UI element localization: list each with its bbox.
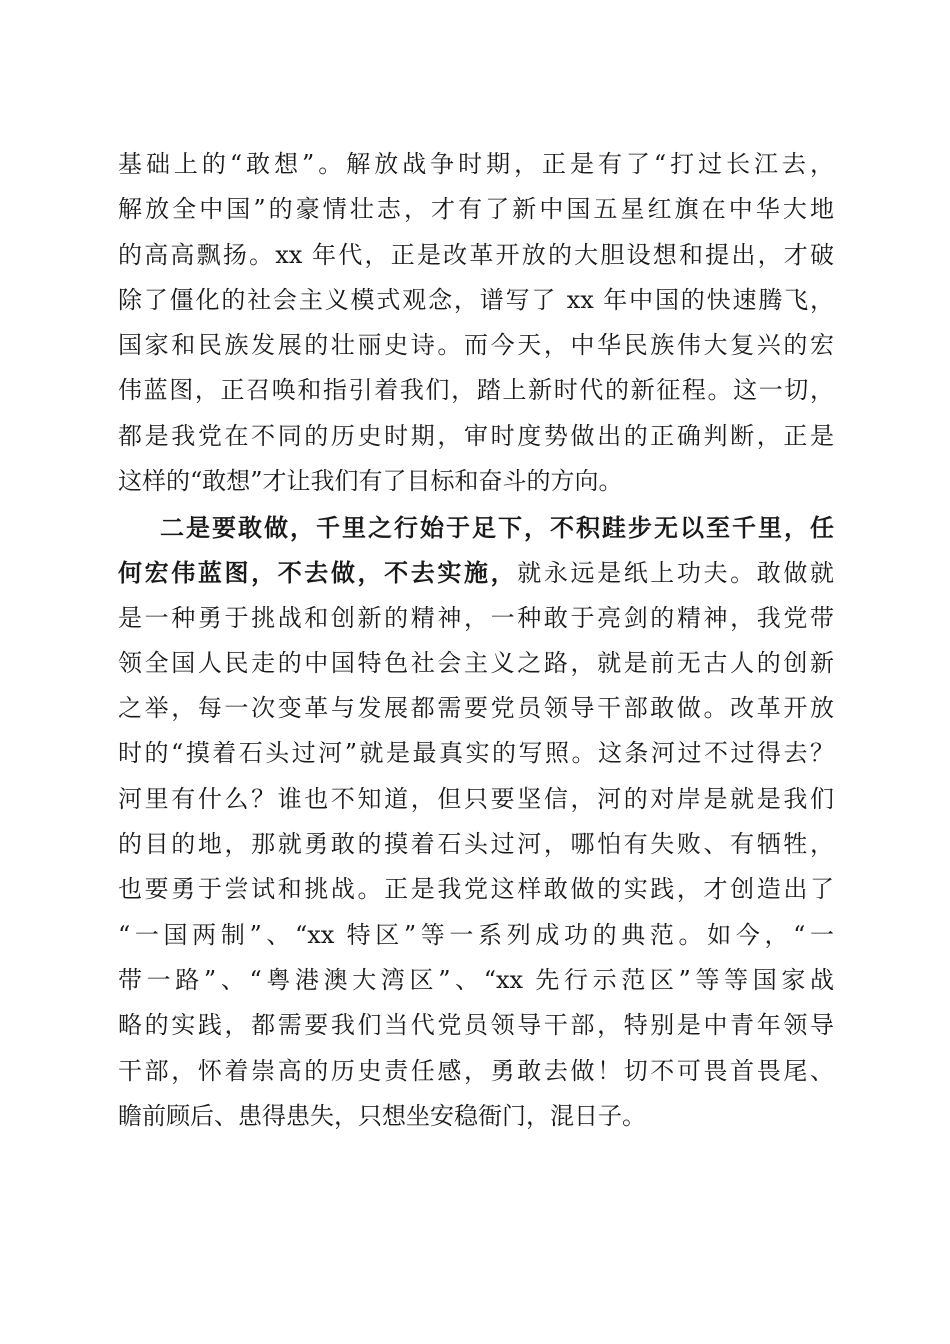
text-line: 是一种勇于挑战和创新的精神，一种敢于亮剑的精神，我党带	[118, 603, 834, 632]
text-line: 都是我党在不同的历史时期，审时度势做出的正确判断，正是	[118, 421, 834, 450]
text-line: 略的实践，都需要我们当代党员领导干部，特别是中青年领导	[118, 1011, 834, 1040]
text-line: 的高高飘扬。xx 年代，正是改革开放的大胆设想和提出，才破	[118, 240, 834, 269]
text-line: 之举，每一次变革与发展都需要党员领导干部敢做。改革开放	[118, 694, 834, 723]
text-line-rest: 就永远是纸上功夫。敢做就	[517, 559, 835, 588]
text-line: 的目的地，那就勇敢的摸着石头过河，哪怕有失败、有牺牲，	[118, 830, 834, 859]
text-line: 也要勇于尝试和挑战。正是我党这样敢做的实践，才创造出了	[118, 875, 834, 904]
text-line: 国家和民族发展的壮丽史诗。而今天，中华民族伟大复兴的宏	[118, 331, 834, 360]
text-line: 除了僵化的社会主义模式观念，谱写了 xx 年中国的快速腾飞，	[118, 285, 834, 314]
paragraph-dare-to-act	[118, 505, 834, 1139]
text-line: 瞻前顾后、患得患失，只想坐安稳衙门，混日子。	[118, 1101, 646, 1130]
text-line: 带一路”、“粤港澳大湾区”、“xx 先行示范区”等等国家战	[118, 965, 834, 994]
text-line: 这样的“敢想”才让我们有了目标和奋斗的方向。	[118, 467, 623, 496]
text-line: 基础上的“敢想”。解放战争时期，正是有了“打过长江去，	[118, 150, 834, 178]
text-line: 干部，怀着崇高的历史责任感，勇敢去做！切不可畏首畏尾、	[118, 1056, 834, 1085]
text-line: “一国两制”、“xx 特区”等一系列成功的典范。如今，“一	[118, 920, 834, 949]
text-line: 伟蓝图，正召唤和指引着我们，踏上新时代的新征程。这一切，	[118, 376, 834, 405]
text-line: 时的“摸着石头过河”就是最真实的写照。这条河过不过得去？	[118, 739, 834, 768]
text-line: 河里有什么？谁也不知道，但只要坚信，河的对岸是就是我们	[118, 784, 834, 813]
text-line	[118, 550, 834, 595]
paragraph-dare-to-think	[118, 142, 834, 504]
text-line: 解放全中国”的豪情壮志，才有了新中国五星红旗在中华大地	[118, 195, 834, 224]
text-line: 领全国人民走的中国特色社会主义之路，就是前无古人的创新	[118, 648, 834, 677]
paragraph-lead-continuation: 何宏伟蓝图，不去做，不去实施，	[118, 558, 518, 588]
paragraph-lead-sentence: 二是要敢做，千里之行始于足下，不积跬步无以至千里，任	[160, 513, 834, 542]
